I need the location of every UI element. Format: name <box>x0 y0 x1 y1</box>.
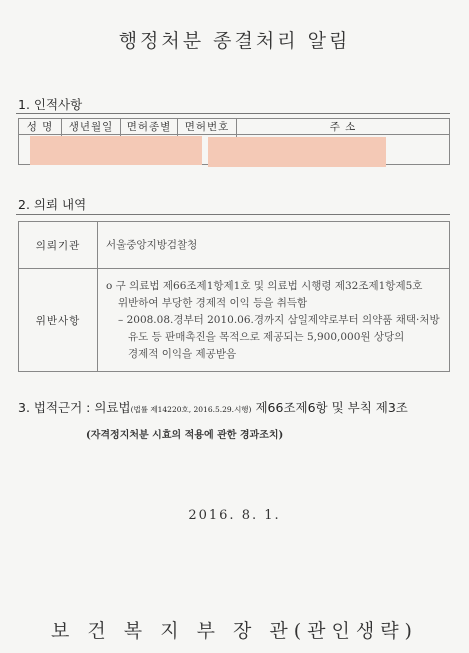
legal-basis-note: (자격정지처분 시효의 적용에 관한 경과조치) <box>86 430 284 441</box>
table-row <box>19 222 450 269</box>
redaction-block-right <box>208 137 386 167</box>
section-personal-info-heading: 1. 인적사항 <box>18 97 83 112</box>
document-date: 2016. 8. 1. <box>188 508 281 523</box>
issuer-signature: 보 건 복 지 부 장 관(관인생략) <box>51 620 418 642</box>
violation-line: 경제적 이익을 제공받음 <box>128 347 237 360</box>
section-divider <box>16 113 450 114</box>
violation-label: 위반사항 <box>19 269 98 372</box>
agency-value: 서울중앙지방검찰청 <box>98 222 450 269</box>
law-articles: 제66조제6항 및 부칙 제3조 <box>255 400 408 415</box>
agency-label: 의뢰기관 <box>19 222 98 269</box>
legal-basis-line <box>18 398 408 416</box>
table-row <box>19 269 450 372</box>
column-birthdate: 생년월일 <box>62 119 121 135</box>
column-license-type: 면허종별 <box>121 119 178 135</box>
redaction-block-left <box>30 136 202 165</box>
document-title: 행정처분 종결처리 알림 <box>118 30 351 52</box>
section-request-heading: 2. 의뢰 내역 <box>18 197 87 212</box>
table-header-row <box>19 119 450 135</box>
violation-line: o 구 의료법 제66조제1항제1호 및 의료법 시행령 제32조제1항제5호 <box>106 279 423 292</box>
violation-line: 위반하여 부당한 경제적 이익 등을 취득함 <box>118 296 308 309</box>
column-address: 주 소 <box>237 119 450 135</box>
violation-line: – 2008.08.경부터 2010.06.경까지 삼일제약로부터 의약품 채택·처방 <box>118 313 440 326</box>
column-name: 성 명 <box>19 119 62 135</box>
section-divider <box>16 214 450 215</box>
violation-details <box>98 269 450 372</box>
legal-basis-heading: 3. 법적근거 : 의료법 <box>18 400 131 415</box>
column-license-number: 면허번호 <box>178 119 237 135</box>
violation-line: 유도 등 판매촉진을 목적으로 제공되는 5,900,000원 상당의 <box>128 330 405 343</box>
law-reference-note: (법률 제14220호, 2016.5.29.시행) <box>130 405 252 414</box>
request-details-table <box>18 221 450 372</box>
